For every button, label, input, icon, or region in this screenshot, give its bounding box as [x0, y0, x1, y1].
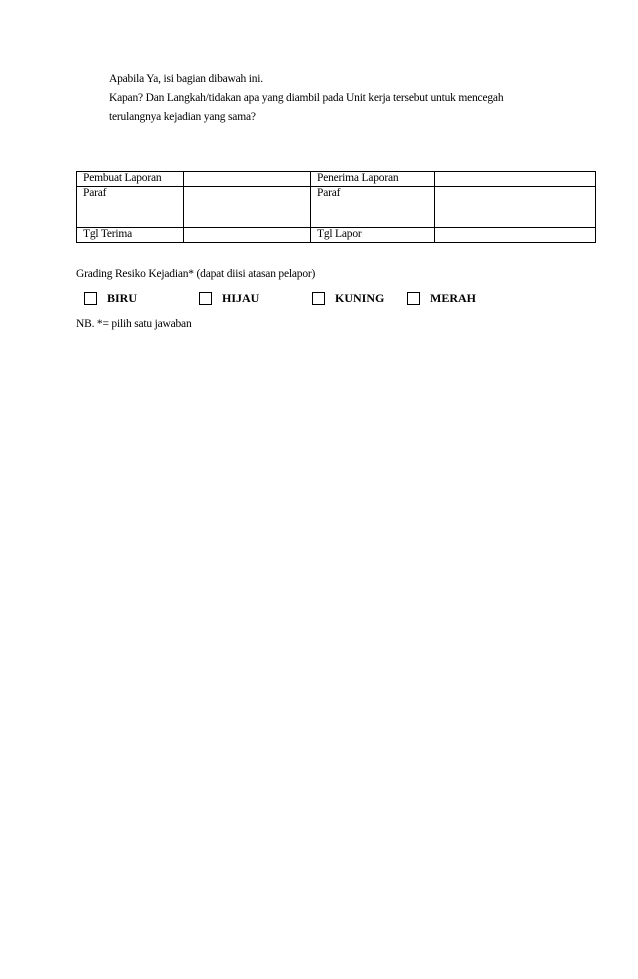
table-row	[77, 187, 596, 228]
option-hijau-label: HIJAU	[222, 291, 260, 305]
instruction-line-1: Apabila Ya, isi bagian dibawah ini.	[109, 73, 263, 85]
table-row	[77, 228, 596, 243]
field-paraf-penerima[interactable]	[435, 187, 596, 228]
label-paraf-pembuat: Paraf	[77, 187, 184, 228]
instruction-line-3: terulangnya kejadian yang sama?	[109, 111, 256, 123]
label-penerima-laporan: Penerima Laporan	[311, 172, 435, 187]
field-tgl-lapor[interactable]	[435, 228, 596, 243]
field-penerima-laporan[interactable]	[435, 172, 596, 187]
checkbox-hijau[interactable]	[199, 292, 212, 305]
checkbox-biru[interactable]	[84, 292, 97, 305]
checkbox-kuning[interactable]	[312, 292, 325, 305]
label-tgl-lapor: Tgl Lapor	[311, 228, 435, 243]
label-tgl-terima: Tgl Terima	[77, 228, 184, 243]
option-kuning[interactable]	[312, 291, 384, 306]
label-paraf-penerima: Paraf	[311, 187, 435, 228]
option-biru-label: BIRU	[107, 291, 138, 305]
label-pembuat-laporan: Pembuat Laporan	[77, 172, 184, 187]
table-row	[77, 172, 596, 187]
checkbox-merah[interactable]	[407, 292, 420, 305]
option-merah[interactable]	[407, 291, 476, 306]
option-biru[interactable]	[84, 291, 137, 306]
field-pembuat-laporan[interactable]	[184, 172, 311, 187]
note-text: NB. *= pilih satu jawaban	[76, 318, 192, 330]
instruction-paragraph	[109, 70, 579, 127]
signature-table	[76, 171, 596, 243]
field-tgl-terima[interactable]	[184, 228, 311, 243]
instruction-line-2: Kapan? Dan Langkah/tidakan apa yang diambil pada Unit kerja tersebut untuk mencegah	[109, 92, 504, 104]
option-hijau[interactable]	[199, 291, 259, 306]
grading-label: Grading Resiko Kejadian* (dapat diisi atasan pelapor)	[76, 268, 316, 280]
option-merah-label: MERAH	[430, 291, 476, 305]
option-kuning-label: KUNING	[335, 291, 385, 305]
field-paraf-pembuat[interactable]	[184, 187, 311, 228]
